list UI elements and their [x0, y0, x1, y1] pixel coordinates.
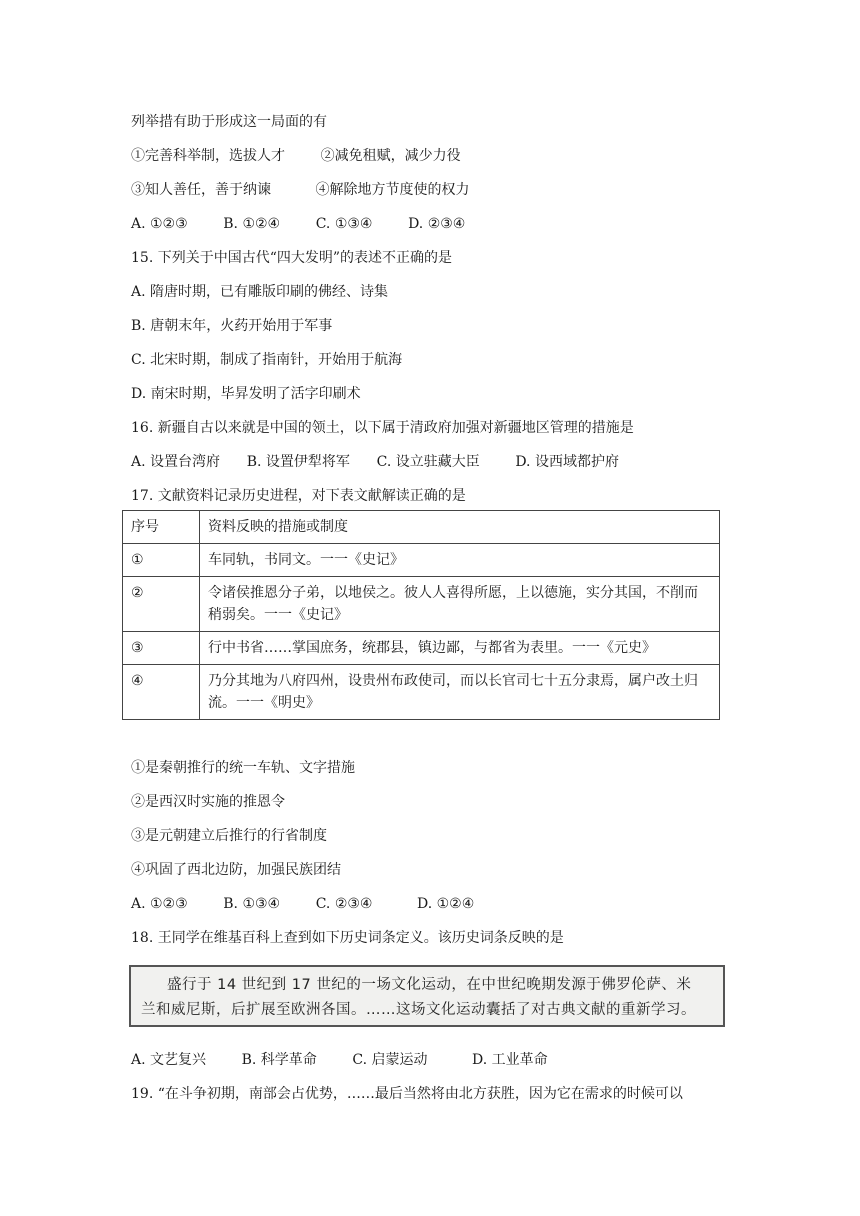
- question-15-option-b: B. 唐朝末年，火药开始用于军事: [131, 318, 333, 334]
- wiki-definition-line-2: 兰和威尼斯，后扩展至欧洲各国。……这场文化运动囊括了对古典文献的重新学习。: [141, 1002, 696, 1018]
- table-cell-number: ②: [123, 577, 200, 632]
- table-cell-number: ④: [123, 665, 200, 720]
- question-15-option-a: A. 隋唐时期，已有雕版印刷的佛经、诗集: [131, 284, 389, 300]
- question-17-options: A. ①②③ B. ①③④ C. ②③④ D. ①②④: [131, 896, 475, 912]
- table-row: [123, 665, 720, 720]
- statement-1: ①是秦朝推行的统一车轨、文字措施: [131, 760, 355, 776]
- question-19-stem: 19. “在斗争初期，南部会占优势，……最后当然将由北方获胜，因为它在需求的时候可以: [131, 1086, 683, 1102]
- table-row: [123, 577, 720, 632]
- wiki-definition-line-1: 盛行于 14 世纪到 17 世纪的一场文化运动，在中世纪晚期发源于佛罗伦萨、米: [167, 977, 692, 993]
- table-cell-number: ③: [123, 632, 200, 665]
- table-cell-number: ①: [123, 544, 200, 577]
- question-15-stem: 15. 下列关于中国古代“四大发明”的表述不正确的是: [131, 250, 453, 266]
- question-18-stem: 18. 王同学在维基百科上查到如下历史词条定义。该历史词条反映的是: [131, 930, 564, 946]
- question-17-stem: 17. 文献资料记录历史进程，对下表文献解读正确的是: [131, 488, 466, 504]
- question-16-stem: 16. 新疆自古以来就是中国的领土，以下属于清政府加强对新疆地区管理的措施是: [131, 420, 634, 436]
- table-cell-text: 行中书省……掌国庶务，统郡县，镇边鄙，与都省为表里。一一《元史》: [200, 632, 720, 665]
- question-16-options: A. 设置台湾府 B. 设置伊犁将军 C. 设立驻藏大臣 D. 设西域都护府: [131, 454, 619, 470]
- table-cell-text: 车同轨，书同文。一一《史记》: [200, 544, 720, 577]
- table-header-cell: 序号: [123, 511, 200, 544]
- question-14-stem-tail: 列举措有助于形成这一局面的有: [131, 114, 327, 130]
- question-18-options: A. 文艺复兴 B. 科学革命 C. 启蒙运动 D. 工业革命: [131, 1052, 548, 1068]
- table-header-row: [123, 511, 720, 544]
- question-15-option-c: C. 北宋时期，制成了指南针，开始用于航海: [131, 352, 403, 368]
- table-row: [123, 544, 720, 577]
- source-table: [122, 510, 720, 720]
- question-14-items-1-2: ①完善科举制，选拔人才 ②减免租赋，减少力役: [131, 148, 461, 164]
- statement-3: ③是元朝建立后推行的行省制度: [131, 828, 327, 844]
- table-cell-text: 乃分其地为八府四州，设贵州布政使司，而以长官司七十五分隶焉，属户改土归流。一一《明史》: [200, 665, 720, 720]
- question-15-option-d: D. 南宋时期，毕昇发明了活字印刷术: [131, 386, 361, 402]
- statement-4: ④巩固了西北边防，加强民族团结: [131, 862, 341, 878]
- question-14-options: A. ①②③ B. ①②④ C. ①③④ D. ②③④: [131, 216, 466, 232]
- table-row: [123, 632, 720, 665]
- wiki-definition-image: [129, 965, 725, 1027]
- table-header-cell: 资料反映的措施或制度: [200, 511, 720, 544]
- question-14-items-3-4: ③知人善任，善于纳谏 ④解除地方节度使的权力: [131, 182, 470, 198]
- table-cell-text: 令诸侯推恩分子弟，以地侯之。彼人人喜得所愿，上以德施，实分其国，不削而稍弱矣。一一《史记》: [200, 577, 720, 632]
- statement-2: ②是西汉时实施的推恩令: [131, 794, 285, 810]
